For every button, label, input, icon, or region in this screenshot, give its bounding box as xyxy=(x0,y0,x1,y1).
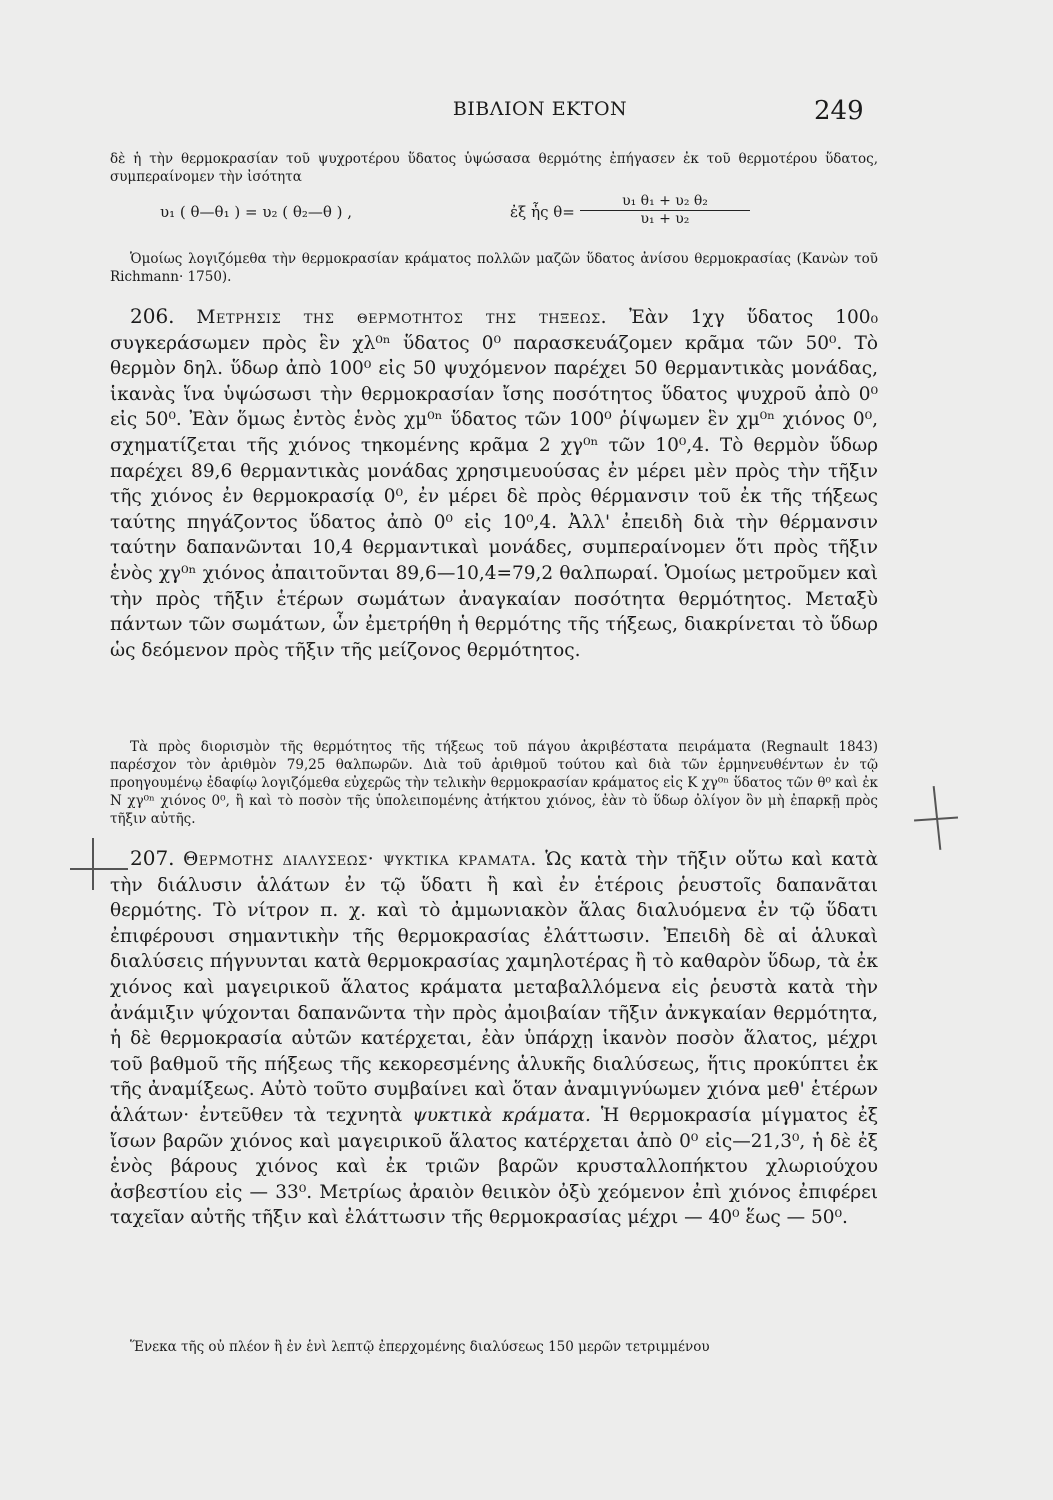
section-207-number: 207. xyxy=(130,846,175,870)
richmann-paragraph xyxy=(110,250,878,286)
note-206 xyxy=(110,738,878,828)
section-206 xyxy=(110,304,878,663)
section-206-body: Ἐὰν 1χγ ὕδατος 100₀ συγκεράσωμεν πρὸς ἓν χλ⁰ⁿ ὕδατος 0⁰ παρασκευάζομεν κρᾶμα τῶν 50⁰. Τὸ θερμὸν δηλ. ὕδωρ ἀπὸ 100⁰ εἰς 50 ψυχόμενον παρέχει 50 θερμαντικὰς μονάδας, ἱκανὰς ἵνα ὑψώσωσι τὴν θερμοκρασίαν ἴσης ποσότητος ὕδατος ψυχροῦ ἀπὸ 0⁰ εἰς 50⁰. Ἐὰν ὅμως ἐντὸς ἑνὸς χμ⁰ⁿ ὕδατος τῶν 100⁰ ῥίψωμεν ἓν χμ⁰ⁿ χιόνος 0⁰, σχηματίζεται τῆς χιόνος τηκομένης κρᾶμα 2 χγ⁰ⁿ τῶν 10⁰,4. Τὸ θερμὸν ὕδωρ παρέχει 89,6 θερμαντικὰς μονάδας χρησιμευούσας ἐν μέρει μὲν πρὸς τὴν τῆξιν τῆς χιόνος ἐν θερμοκρασίᾳ 0⁰, ἐν μέρει δὲ πρὸς θέρμανσιν τοῦ ἐκ τῆς τήξεως ταύτης πηγάζοντος ὕδατος ἀπὸ 0⁰ εἰς 10⁰,4. Ἀλλ' ἐπειδὴ διὰ τὴν θέρμανσιν ταύτην δαπανῶνται 10,4 θερμαντικαὶ μονάδες, συμπεραίνομεν ὅτι πρὸς τῆξιν ἑνὸς χγ⁰ⁿ χιόνος ἀπαιτοῦνται 89,6—10,4=79,2 θαλπωραί. Ὁμοίως μετροῦμεν καὶ τὴν πρὸς τῆξιν ἑτέρων σωμάτων ἀναγκαίαν ποσότητα θερμότητος. Μεταξὺ πάντων τῶν σωμάτων, ὧν ἐμετρήθη ἡ θερμότης τῆς τήξεως, διακρίνεται τὸ ὕδωρ ὡς δεόμενον πρὸς τῆξιν τῆς μείζονος θερμότητος. xyxy=(110,307,878,661)
richmann-text: Ὁμοίως λογιζόμεθα τὴν θερμοκρασίαν κράματος πολλῶν μαζῶν ὕδατος ἀνίσου θερμοκρασίας (Κανὼν τοῦ Richmann· 1750). xyxy=(110,251,878,285)
mixing-formula xyxy=(160,195,800,239)
section-206-number: 206. xyxy=(130,304,175,328)
pencil-cross-mark-left xyxy=(70,838,130,898)
formula-lhs: υ₁ ( θ—θ₁ ) = υ₂ ( θ₂—θ ) , xyxy=(160,203,353,221)
intro-text: δὲ ἡ τὴν θερμοκρασίαν τοῦ ψυχροτέρου ὕδατος ὑψώσασα θερμότης ἐπήγασεν ἐκ τοῦ θερμοτέρου ὕδατος, συμπεραίνομεν τὴν ἰσότητα xyxy=(110,151,878,185)
section-207 xyxy=(110,846,878,1231)
footer-paragraph xyxy=(110,1338,878,1356)
note-206-text: Τὰ πρὸς διορισμὸν τῆς θερμότητος τῆς τήξεως τοῦ πάγου ἀκριβέστατα πειράματα (Regnault 1843) παρέσχον τὸν ἀριθμὸν 79,25 θαλπωρῶν. Διὰ τοῦ ἀριθμοῦ τούτου καὶ διὰ τῶν ἑρμηνευθέντων ἐν τῷ προηγουμένῳ ἐδαφίῳ λογιζόμεθα εὐχερῶς τὴν τελικὴν θερμοκρασίαν κράματος εἰς Κ χγ⁰ⁿ ὕδατος τῶν θ⁰ καὶ ἐκ Ν χγ⁰ⁿ χιόνος 0⁰, ἢ καὶ τὸ ποσὸν τῆς ὑπολειπομένης ἀτήκτου χιόνος, ἐὰν τὸ ὕδωρ ὀλίγον ὂν μὴ ἐπαρκῇ πρὸς τῆξιν αὐτῆς. xyxy=(110,739,878,827)
section-207-body: Ὡς κατὰ τὴν τῆξιν οὕτω καὶ κατὰ τὴν διάλυσιν ἁλάτων ἐν τῷ ὕδατι ἢ καὶ ἐν ἑτέροις ῥευστοῖς δαπανᾶται θερμότης. Τὸ νίτρον π. χ. καὶ τὸ ἀμμωνιακὸν ἅλας διαλυόμενα ἐν τῷ ὕδατι ἐπιφέρουσι σημαντικὴν τῆς θερμοκρασίας ἐλάττωσιν. Ἐπειδὴ δὲ αἱ ἁλυκαὶ διαλύσεις πήγνυνται κατὰ θερμοκρασίας χαμηλοτέρας ἢ τὸ καθαρὸν ὕδωρ, τὰ ἐκ χιόνος καὶ μαγειρικοῦ ἅλατος κράματα μεταβαλλόμενα εἰς ῥευστὰ κατὰ τὴν ἀνάμιξιν ψύχονται δαπανῶντα τὴν πρὸς ἀμοιβαίαν τῆξιν ἀνκγκαίαν θερμότητα, ἡ δὲ θερμοκρασία αὐτῶν κατέρχεται, ἐὰν ὑπάρχῃ ἱκανὸν ποσὸν ἅλατος, μέχρι τοῦ βαθμοῦ τῆς πήξεως τῆς κεκορεσμένης ἁλυκῆς διαλύσεως, ἥτις προκύπτει ἐκ τῆς ἀναμίξεως. Αὐτὸ τοῦτο συμβαίνει καὶ ὅταν ἀναμιγνύωμεν χιόνα μεθ' ἑτέρων ἁλάτων· ἐντεῦθεν τὰ τεχνητὰ xyxy=(110,849,878,1126)
pencil-cross-mark-right xyxy=(912,786,962,856)
intro-paragraph xyxy=(110,150,878,186)
section-207-italic-term: ψυκτικὰ κράματα. xyxy=(412,1104,591,1126)
formula-rhs-prefix: ἐξ ἧς θ= xyxy=(510,203,575,221)
section-207-body-after: Ἡ θερμοκρασία μίγματος ἐξ ἴσων βαρῶν χιόνος καὶ μαγειρικοῦ ἅλατος κατέρχεται ἀπὸ 0⁰ εἰς—21,3⁰, ἡ δὲ ἐξ ἑνὸς βάρους χιόνος καὶ ἐκ τριῶν βαρῶν κρυσταλλοπήκτου χλωριούχου ἀσβεστίου εἰς — 33⁰. Μετρίως ἀραιὸν θειικὸν ὀξὺ χεόμενον ἐπὶ χιόνος ἐπιφέρει ταχεῖαν αὐτῆς τῆξιν καὶ ἐλάττωσιν τῆς θερμοκρασίας μέχρι — 40⁰ ἕως — 50⁰. xyxy=(110,1104,879,1229)
page-number: 249 xyxy=(814,96,864,126)
running-header-title: ΒΙΒΛΙΟΝ ΕΚΤΟΝ xyxy=(452,98,628,120)
formula-denominator: υ₁ + υ₂ xyxy=(640,211,690,227)
formula-fraction xyxy=(580,193,750,227)
section-207-heading: Θερμοτης διαλυσεως· ψυκτικα κραματα. xyxy=(183,849,537,870)
section-206-heading: Μετρησις της θερμοτητος της τηξεως. xyxy=(196,307,608,328)
footer-text: Ἕνεκα τῆς οὐ πλέον ἢ ἐν ἑνὶ λεπτῷ ἐπερχομένης διαλύσεως 150 μερῶν τετριμμένου xyxy=(130,1339,710,1355)
formula-numerator: υ₁ θ₁ + υ₂ θ₂ xyxy=(580,193,750,211)
